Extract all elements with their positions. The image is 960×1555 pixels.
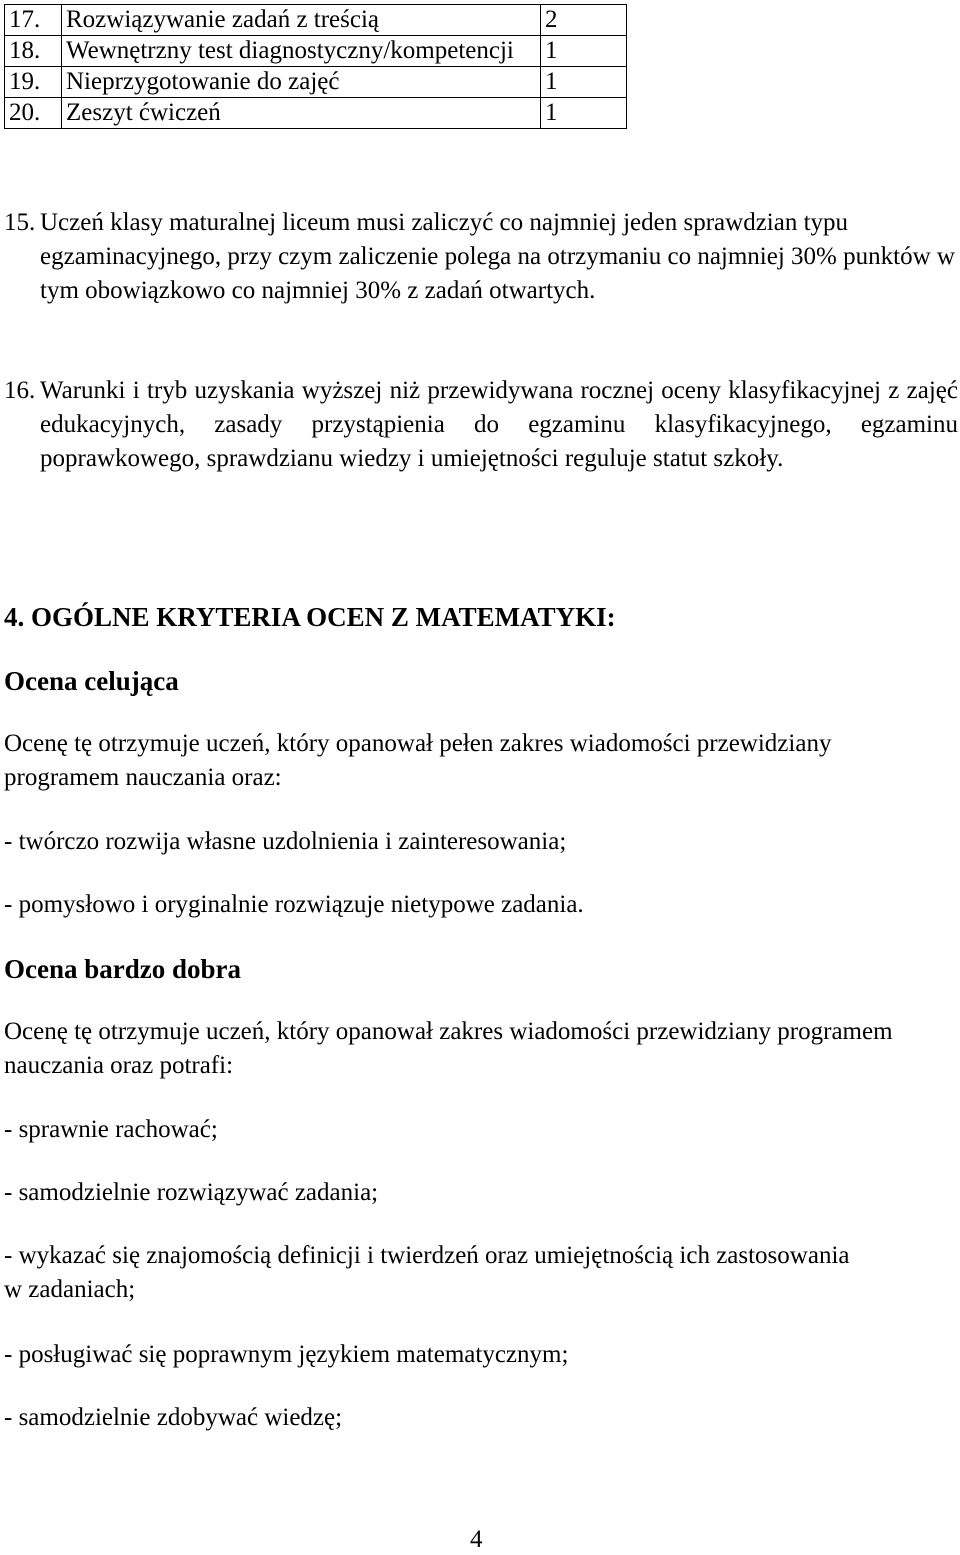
bardzo-dobra-intro: Ocenę tę otrzymuje uczeń, który opanował zakres wiadomości przewidziany programem nauczania oraz potrafi: <box>4 1018 893 1079</box>
item-16-text: Warunki i tryb uzyskania wyższej niż przewidywana rocznej oceny klasyfikacyjnej z zajęć edukacyjnych, zasady przystąpienia do egzaminu klasyfikacyjnego, egzaminu poprawkowego, sprawdzianu wiedzy i umiejętności reguluje statut szkoły. <box>40 377 958 472</box>
list-item: - wykazać się znajomością definicji i twierdzeń oraz umiejętnością ich zastosowania w zadaniach; <box>4 1242 850 1303</box>
list-item: - pomysłowo i oryginalnie rozwiązuje nietypowe zadania. <box>4 891 584 918</box>
row-value: 1 <box>541 36 627 67</box>
item-15-number: 15. <box>4 209 36 236</box>
row-name: Nieprzygotowanie do zajęć <box>62 67 541 98</box>
item-16-number: 16. <box>4 377 36 404</box>
row-name: Rozwiązywanie zadań z treścią <box>62 5 541 36</box>
row-value: 2 <box>541 5 627 36</box>
heading-bardzo-dobra: Ocena bardzo dobra <box>4 954 242 984</box>
table-row <box>5 67 627 98</box>
row-name: Zeszyt ćwiczeń <box>62 98 541 129</box>
row-value: 1 <box>541 98 627 129</box>
table-row <box>5 36 627 67</box>
list-item: - sprawnie rachować; <box>4 1116 218 1143</box>
celujaca-intro: Ocenę tę otrzymuje uczeń, który opanował pełen zakres wiadomości przewidziany programem nauczania oraz: <box>4 730 832 791</box>
list-item: - twórczo rozwija własne uzdolnienia i zainteresowania; <box>4 828 567 855</box>
list-item: - samodzielnie zdobywać wiedzę; <box>4 1404 343 1431</box>
row-value: 1 <box>541 67 627 98</box>
table-row <box>5 5 627 36</box>
list-item: - posługiwać się poprawnym językiem matematycznym; <box>4 1341 569 1368</box>
section-title: 4. OGÓLNE KRYTERIA OCEN Z MATEMATYKI: <box>4 602 616 632</box>
heading-celujaca: Ocena celująca <box>4 666 179 696</box>
item-15-text: Uczeń klasy maturalnej liceum musi zaliczyć co najmniej jeden sprawdzian typu egzaminacyjnego, przy czym zaliczenie polega na otrzymaniu co najmniej 30% punktów w tym obowiązkowo co najmniej 30% z zadań otwartych. <box>40 209 955 304</box>
page-number: 4 <box>470 1526 483 1553</box>
grades-table <box>4 4 627 129</box>
table-row <box>5 98 627 129</box>
row-number: 20. <box>5 98 62 129</box>
row-number: 17. <box>5 5 62 36</box>
row-number: 19. <box>5 67 62 98</box>
row-name: Wewnętrzny test diagnostyczny/kompetencji <box>62 36 541 67</box>
row-number: 18. <box>5 36 62 67</box>
list-item: - samodzielnie rozwiązywać zadania; <box>4 1179 379 1206</box>
